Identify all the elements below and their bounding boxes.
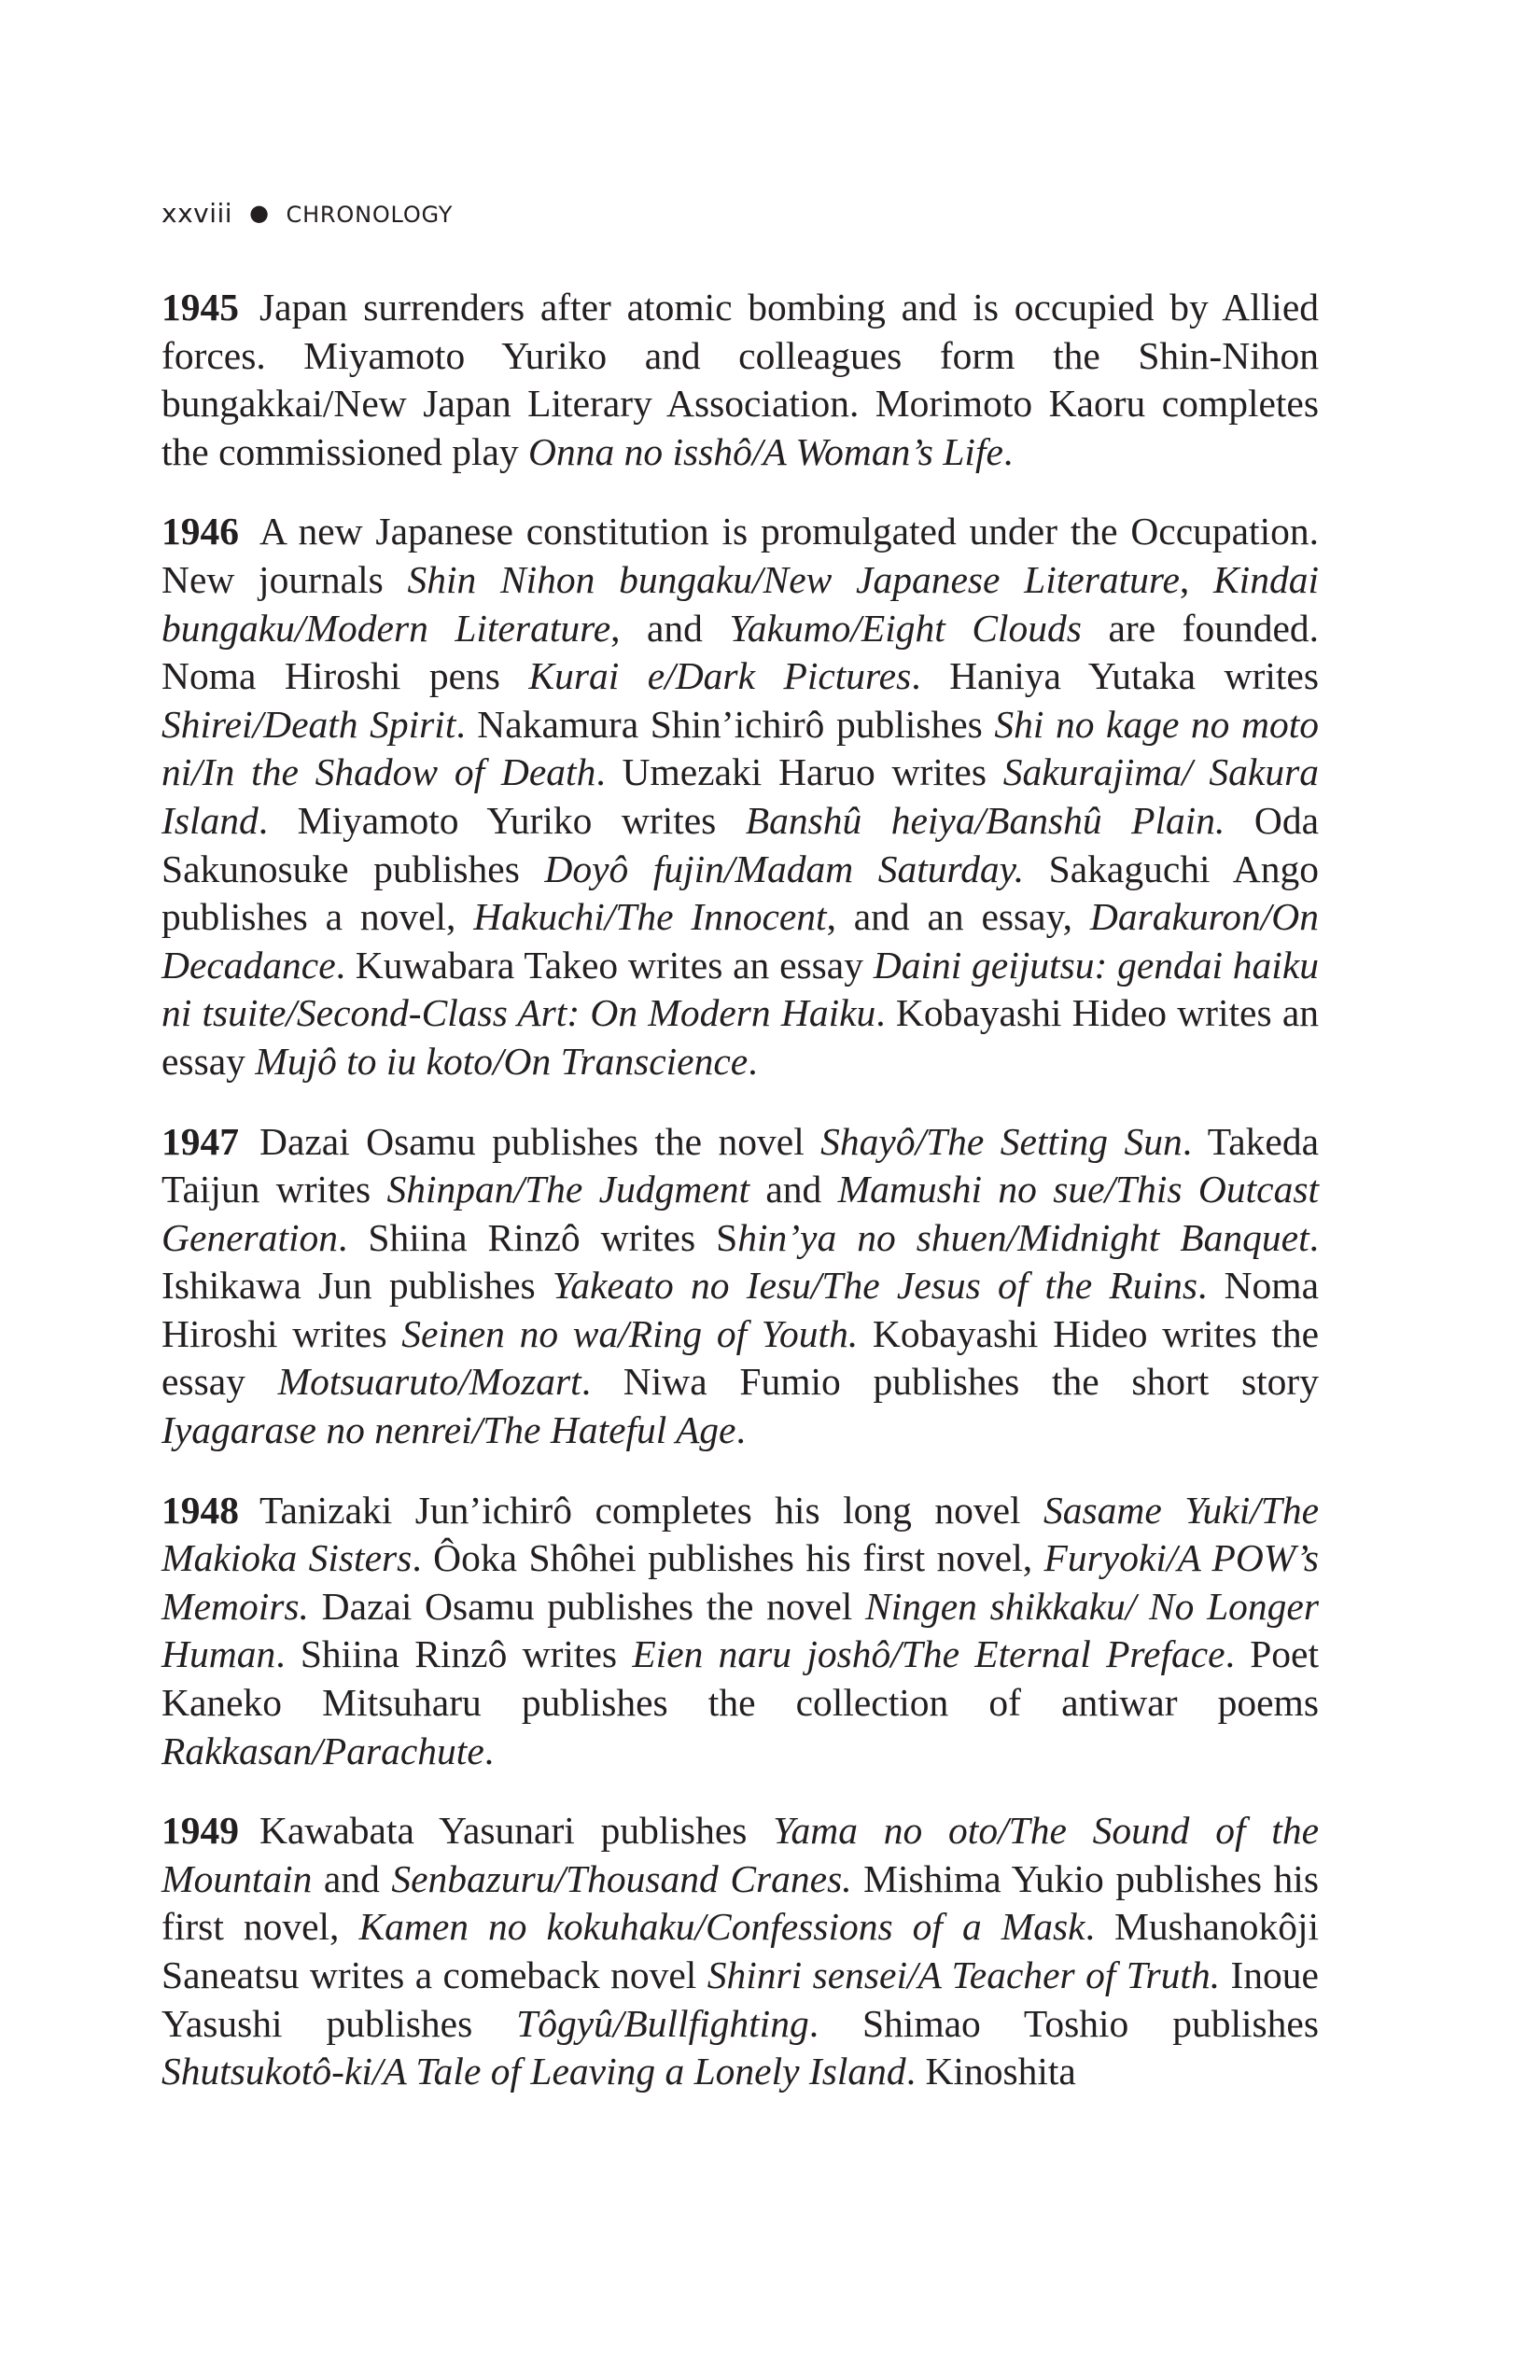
entry-text: . Ôoka Shôhei publishes his first novel, xyxy=(412,1536,1044,1580)
work-title: Shin Nihon bungaku/New Japanese Literature xyxy=(407,557,1180,601)
work-title: Mujô to iu koto/On Transcience xyxy=(255,1039,749,1083)
entry-text: . Shimao Toshio publishes xyxy=(808,2001,1319,2045)
entry-text: Sakaguchi Ango publishes a novel, xyxy=(161,847,1319,939)
entry-text: . xyxy=(483,1729,495,1772)
work-title: Senbazuru/Thousand Cranes. xyxy=(391,1856,852,1900)
work-title: Shayô/The Setting Sun xyxy=(820,1119,1183,1163)
entry-text: . Kuwabara Takeo writes an essay xyxy=(335,943,874,987)
entry-text: . xyxy=(735,1408,746,1452)
entry-text: . Takeda Taijun writes xyxy=(161,1119,1319,1211)
entry-text: . Kinoshita xyxy=(905,2050,1076,2093)
entry-text: Kobayashi Hideo writes the essay xyxy=(161,1311,1319,1404)
running-head xyxy=(161,194,1319,231)
chronology-entries xyxy=(161,284,1319,2096)
entry-text: , and an essay, xyxy=(826,895,1090,939)
entry-text: A new Japanese constitution is promulgated under the Occupation. New journals xyxy=(161,510,1319,601)
chronology-entry-1948 xyxy=(161,1487,1319,1776)
entry-year: 1947 xyxy=(161,1119,239,1163)
work-title: Doyô fujin/Madam Saturday. xyxy=(544,847,1025,890)
work-title: Shirei/Death Spirit xyxy=(161,702,456,746)
entry-text: and xyxy=(312,1856,392,1900)
entry-year: 1946 xyxy=(161,510,239,553)
entry-text: . Noma Hiroshi writes xyxy=(161,1264,1320,1355)
work-title: Furyoki/A POW’s Memoirs. xyxy=(161,1536,1319,1628)
entry-text: Dazai Osamu publishes the novel xyxy=(259,1119,821,1163)
entry-text: . xyxy=(1002,429,1014,473)
work-title: Hakuchi/The Innocent xyxy=(473,895,827,939)
entry-text: . Miyamoto Yuriko writes xyxy=(258,798,746,842)
entry-text: Kawabata Yasunari publishes xyxy=(259,1809,774,1853)
work-title: Shutsukotô-ki/A Tale of Leaving a Lonely Island xyxy=(161,2050,906,2093)
entry-year: 1949 xyxy=(161,1809,239,1853)
work-title: Shinpan/The Judgment xyxy=(386,1168,749,1211)
entry-text: are founded. Noma Hiroshi pens xyxy=(161,606,1319,698)
entry-year: 1945 xyxy=(161,286,239,329)
work-title: Kindai bungaku/Modern Literature xyxy=(161,557,1319,650)
entry-text: . Ishikawa Jun publishes xyxy=(161,1215,1319,1308)
work-title: Seinen no wa/Ring of Youth. xyxy=(401,1311,859,1355)
work-title: Mamushi no sue/This Outcast Generation xyxy=(161,1168,1319,1259)
entry-text: Dazai Osamu publishes the novel xyxy=(308,1584,866,1628)
entry-text: and xyxy=(749,1168,838,1211)
work-title: Darakuron/On Decadance xyxy=(161,895,1319,987)
work-title: Shinri sensei/A Teacher of Truth. xyxy=(707,1953,1221,1996)
chronology-entry-1949 xyxy=(161,1807,1319,2096)
work-title: hin’ya no shuen/Midnight Banquet xyxy=(737,1215,1309,1259)
work-title: Iyagarase no nenrei/The Hateful Age xyxy=(161,1408,736,1452)
work-title: Ningen shikkaku/ No Longer Human xyxy=(161,1584,1319,1676)
entry-year: 1948 xyxy=(161,1488,239,1532)
work-title: Tôgyû/Bullfighting xyxy=(516,2001,809,2045)
chronology-entry-1947 xyxy=(161,1118,1319,1455)
work-title: Daini geijutsu: gendai haiku ni tsuite/Second-Class Art: On Modern Haiku xyxy=(161,943,1319,1035)
work-title: Motsuaruto/Mozart xyxy=(277,1360,581,1404)
bullet-separator-icon: ● xyxy=(249,200,270,226)
work-title: Shi no kage no moto ni/In the Shadow of Death xyxy=(161,702,1320,794)
entry-text: Oda Sakunosuke publishes xyxy=(161,798,1319,890)
entry-text: Tanizaki Jun’ichirô completes his long novel xyxy=(259,1488,1043,1532)
entry-text: Japan surrenders after atomic bombing and is occupied by Allied forces. Miyamoto Yuriko and colleagues form the Shin-Nihon bungakkai/New Japan Literary Association. Morimoto Kaoru completes the commissioned play xyxy=(161,286,1319,473)
entry-text: Mishima Yukio publishes his first novel, xyxy=(161,1856,1319,1949)
page-number: xxviii xyxy=(161,198,233,229)
entry-text: . xyxy=(748,1039,758,1083)
entry-text: , xyxy=(1179,557,1213,601)
work-title: Eien naru joshô/The Eternal Preface xyxy=(632,1632,1225,1676)
entry-text: . Shiina Rinzô writes xyxy=(275,1632,633,1676)
entry-text: . Kobayashi Hideo writes an essay xyxy=(161,991,1319,1083)
book-page xyxy=(161,194,1319,2128)
work-title: Sasame Yuki/The Makioka Sisters xyxy=(161,1488,1320,1580)
work-title: Rakkasan/Parachute xyxy=(161,1729,484,1772)
entry-text: . Nakamura Shin’ichirô publishes xyxy=(455,702,995,746)
section-title: CHRONOLOGY xyxy=(286,202,454,228)
work-title: Yakeato no Iesu/The Jesus of the Ruins xyxy=(552,1264,1197,1308)
work-title: Onna no isshô/A Woman’s Life xyxy=(528,429,1003,473)
entry-text: . Umezaki Haruo writes xyxy=(595,750,1003,794)
work-title: Kamen no kokuhaku/Confessions of a Mask xyxy=(358,1905,1085,1949)
work-title: Kurai e/Dark Pictures xyxy=(528,654,912,698)
entry-text: , and xyxy=(610,606,730,650)
chronology-entry-1946 xyxy=(161,508,1319,1085)
entry-text: . Shiina Rinzô writes S xyxy=(338,1215,738,1259)
work-title: Sakurajima/ Sakura Island xyxy=(161,750,1319,842)
work-title: Banshû heiya/Banshû Plain. xyxy=(745,798,1225,842)
entry-text: . Mushanokôji Saneatsu writes a comeback novel xyxy=(161,1905,1320,1996)
entry-text: Inoue Yasushi publishes xyxy=(161,1953,1319,2045)
entry-text: . Niwa Fumio publishes the short story xyxy=(581,1360,1320,1404)
work-title: Yakumo/Eight Clouds xyxy=(729,606,1082,650)
entry-text: . Haniya Yutaka writes xyxy=(911,654,1319,698)
entry-text: . Poet Kaneko Mitsuharu publishes the collection of antiwar poems xyxy=(161,1632,1319,1725)
work-title: Yama no oto/The Sound of the Mountain xyxy=(161,1809,1319,1900)
chronology-entry-1945 xyxy=(161,284,1319,476)
